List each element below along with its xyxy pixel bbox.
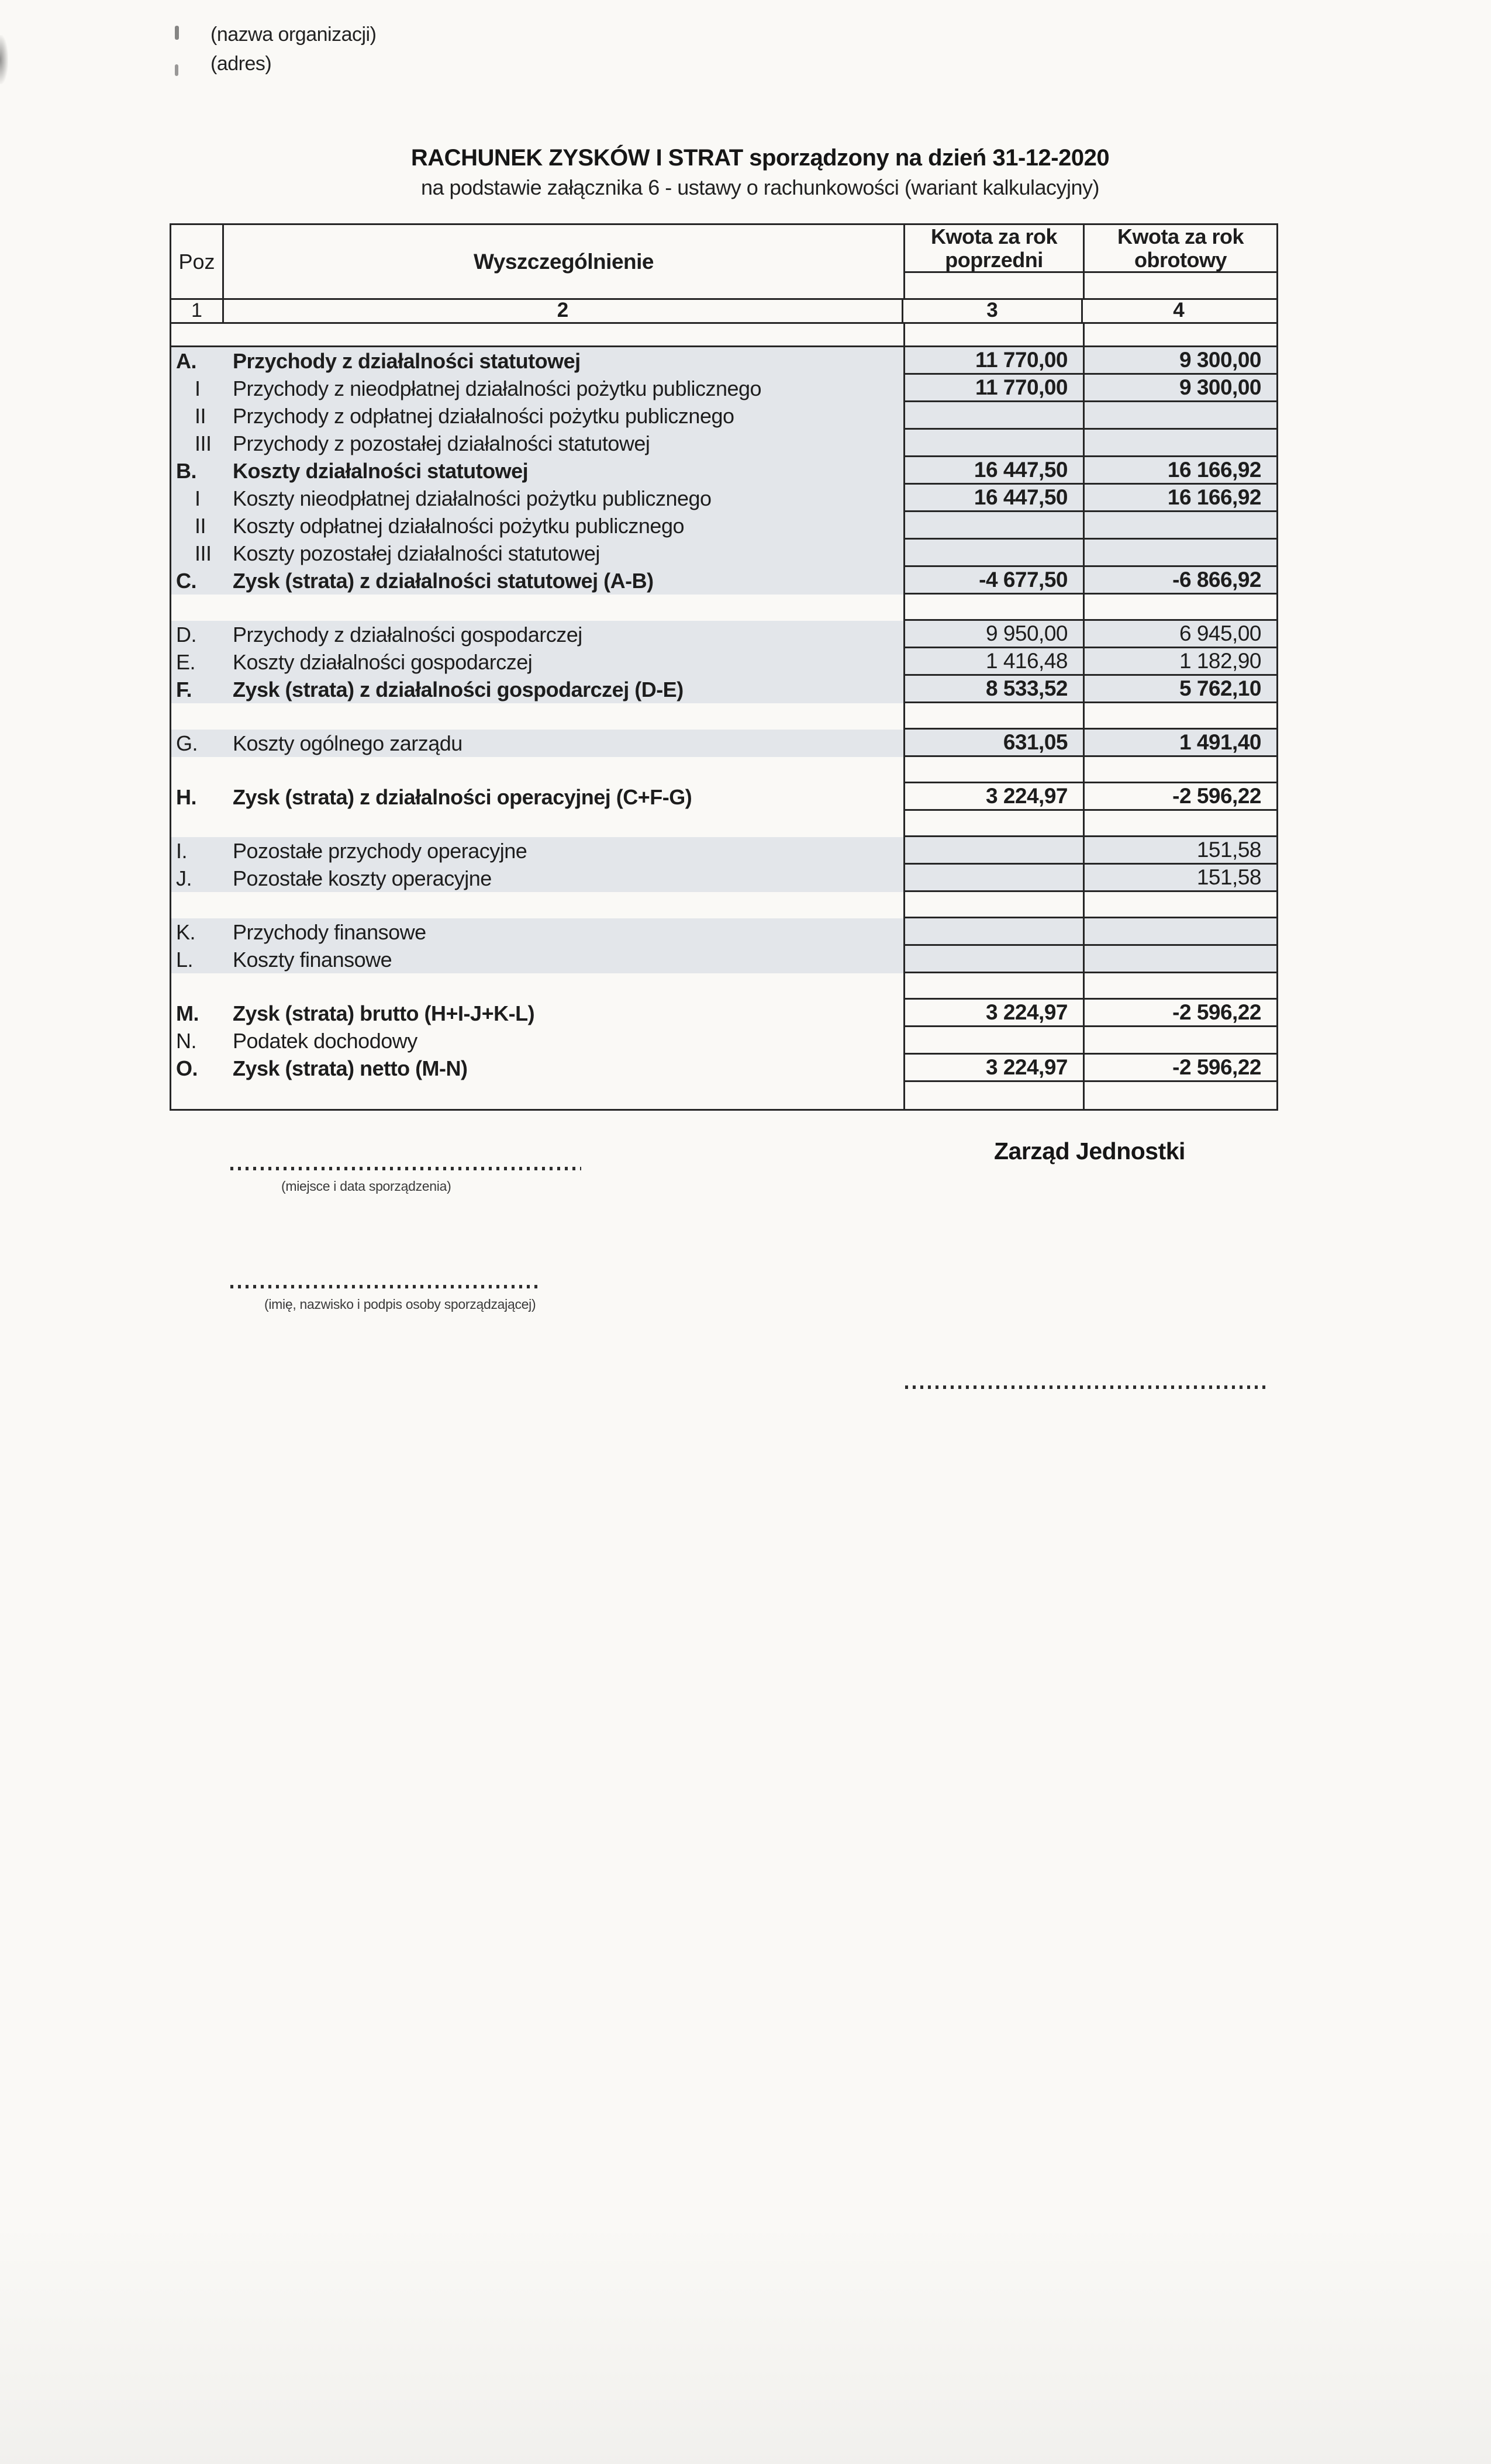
header-prev-year-column (903, 225, 1083, 298)
header-wyszczegolnienie: Wyszczególnienie (474, 249, 654, 274)
row-value-curr-year: 5 762,10 (1083, 676, 1276, 703)
row-value-prev-year (903, 865, 1083, 892)
row-value-curr-year: -2 596,22 (1083, 1055, 1276, 1082)
row-label: Przychody z działalności statutowej (233, 348, 581, 373)
row-poz: III (195, 431, 212, 455)
table-row (171, 457, 1276, 485)
row-value-prev-year: 3 224,97 (903, 1055, 1083, 1082)
table-spacer-row (171, 757, 1276, 783)
row-label: Przychody z działalności gospodarczej (233, 622, 582, 647)
header-prev-line1: Kwota za rok (930, 224, 1058, 248)
row-value-curr-year (1083, 1082, 1276, 1109)
row-value-prev-year (903, 1027, 1083, 1055)
table-row (171, 946, 1276, 973)
row-value-curr-year: 1 182,90 (1083, 648, 1276, 676)
row-value-curr-year: -2 596,22 (1083, 783, 1276, 811)
row-value-curr-year (1083, 1027, 1276, 1055)
row-label-cell (171, 430, 903, 457)
row-poz: H. (176, 785, 196, 809)
row-value-prev-year: 631,05 (903, 730, 1083, 757)
row-value-prev-year: -4 677,50 (903, 567, 1083, 595)
scan-smudge-artifact (0, 35, 8, 84)
row-label-cell (171, 730, 903, 757)
table-row (171, 648, 1276, 676)
row-label-cell (171, 1082, 903, 1109)
row-value-curr-year: -6 866,92 (1083, 567, 1276, 595)
table-spacer-row (171, 973, 1276, 1000)
row-label: Przychody z odpłatnej działalności pożytku publicznego (233, 403, 734, 428)
header-curr-line2: obrotowy (1134, 247, 1227, 272)
table-row (171, 621, 1276, 648)
row-label-cell (171, 892, 903, 918)
column-number-row (171, 300, 1276, 324)
row-value-curr-year (1083, 918, 1276, 946)
row-value-curr-year (1083, 595, 1276, 621)
row-label-cell (171, 757, 903, 783)
row-value-curr-year: 9 300,00 (1083, 375, 1276, 402)
row-value-prev-year (903, 918, 1083, 946)
header-curr-line1: Kwota za rok (1117, 224, 1244, 248)
org-header (210, 20, 376, 78)
row-label: Zysk (strata) z działalności statutowej (A-B) (233, 568, 654, 593)
row-poz: F. (176, 677, 192, 701)
row-label-cell (171, 512, 903, 540)
table-row (171, 402, 1276, 430)
row-value-curr-year (1083, 402, 1276, 430)
header-prev-line2: poprzedni (945, 247, 1043, 272)
row-value-prev-year (903, 703, 1083, 730)
row-value-curr-year: 6 945,00 (1083, 621, 1276, 648)
row-label: Koszty ogólnego zarządu (233, 731, 463, 755)
row-label-cell (171, 811, 903, 837)
header-curr-year (1085, 225, 1276, 273)
row-poz: I (195, 376, 201, 400)
table-row (171, 347, 1276, 375)
row-value-prev-year: 3 224,97 (903, 1000, 1083, 1027)
row-poz: II (195, 513, 206, 538)
table-row (171, 567, 1276, 595)
row-label-cell (171, 485, 903, 512)
table-row (171, 430, 1276, 457)
row-label-cell (171, 676, 903, 703)
row-poz: K. (176, 920, 196, 944)
row-label-cell (171, 865, 903, 892)
row-label-cell (171, 567, 903, 595)
row-label-cell (171, 1055, 903, 1082)
org-name-placeholder: (nazwa organizacji) (210, 23, 377, 46)
row-value-prev-year (903, 430, 1083, 457)
table-row (171, 837, 1276, 865)
row-poz: B. (176, 458, 196, 483)
column-number-2: 2 (557, 299, 569, 322)
row-label-cell (171, 918, 903, 946)
row-label: Podatek dochodowy (233, 1028, 417, 1053)
table-row (171, 512, 1276, 540)
header-poz: Poz (171, 225, 224, 298)
table-row (171, 918, 1276, 946)
table-row (171, 1055, 1276, 1082)
row-label: Zysk (strata) netto (M-N) (233, 1056, 468, 1080)
row-poz: III (195, 541, 212, 565)
row-value-curr-year: -2 596,22 (1083, 1000, 1276, 1027)
row-value-curr-year: 16 166,92 (1083, 485, 1276, 512)
row-value-curr-year (1083, 703, 1276, 730)
row-label-cell (171, 946, 903, 973)
row-value-curr-year (1083, 892, 1276, 918)
column-number-1: 1 (171, 300, 224, 322)
row-label: Koszty działalności gospodarczej (233, 649, 533, 674)
row-label-cell (171, 324, 903, 347)
scan-speck-artifact (175, 64, 178, 76)
row-label: Zysk (strata) z działalności operacyjnej (C+F-G) (233, 785, 692, 809)
table-spacer-row (171, 1082, 1276, 1109)
row-value-prev-year (903, 324, 1083, 347)
row-value-prev-year (903, 757, 1083, 783)
table-spacer-row (171, 892, 1276, 918)
header-left (171, 225, 903, 298)
row-label-cell (171, 973, 903, 1000)
row-poz: D. (176, 622, 196, 647)
row-value-prev-year (903, 811, 1083, 837)
row-label: Pozostałe koszty operacyjne (233, 866, 492, 890)
row-label-cell (171, 1000, 903, 1027)
board-signature-label: Zarząd Jednostki (994, 1138, 1185, 1164)
column-number-3: 3 (902, 300, 1081, 322)
row-value-curr-year: 151,58 (1083, 865, 1276, 892)
row-value-curr-year (1083, 973, 1276, 1000)
row-label: Przychody finansowe (233, 920, 426, 944)
row-value-prev-year: 8 533,52 (903, 676, 1083, 703)
org-address-placeholder: (adres) (210, 53, 272, 75)
row-value-curr-year (1083, 757, 1276, 783)
row-value-prev-year (903, 1082, 1083, 1109)
row-value-curr-year (1083, 430, 1276, 457)
table-body (171, 324, 1276, 1109)
row-label-cell (171, 595, 903, 621)
table-header-row (171, 225, 1276, 300)
row-poz: G. (176, 731, 198, 755)
table-row (171, 1000, 1276, 1027)
row-label: Koszty pozostałej działalności statutowej (233, 541, 600, 565)
row-value-prev-year: 16 447,50 (903, 485, 1083, 512)
row-value-curr-year (1083, 811, 1276, 837)
row-value-prev-year: 11 770,00 (903, 347, 1083, 375)
table-row (171, 375, 1276, 402)
row-poz: N. (176, 1028, 196, 1053)
row-value-prev-year (903, 837, 1083, 865)
row-label: Pozostałe przychody operacyjne (233, 838, 527, 863)
row-poz: E. (176, 649, 196, 674)
place-date-caption: (miejsce i data sporządzenia) (281, 1179, 451, 1194)
table-row (171, 485, 1276, 512)
row-label-cell (171, 457, 903, 485)
row-poz: A. (176, 348, 196, 373)
row-label: Koszty nieodpłatnej działalności pożytku publicznego (233, 486, 712, 510)
table-row (171, 865, 1276, 892)
row-poz: O. (176, 1056, 198, 1080)
row-label: Koszty finansowe (233, 947, 392, 972)
signature-dotted-line-place-date (230, 1167, 581, 1170)
row-value-prev-year (903, 973, 1083, 1000)
table-row (171, 730, 1276, 757)
row-value-prev-year: 3 224,97 (903, 783, 1083, 811)
row-label-cell (171, 648, 903, 676)
row-poz: L. (176, 947, 194, 972)
row-poz: J. (176, 866, 192, 890)
preparer-caption: (imię, nazwisko i podpis osoby sporządzającej) (264, 1297, 536, 1312)
document-title: RACHUNEK ZYSKÓW I STRAT sporządzony na dzień 31-12-2020 (410, 145, 1110, 171)
row-value-curr-year (1083, 540, 1276, 567)
row-value-curr-year: 9 300,00 (1083, 347, 1276, 375)
row-poz: I. (176, 838, 188, 863)
row-label-cell (171, 783, 903, 811)
row-label-cell (171, 703, 903, 730)
row-label-cell (171, 375, 903, 402)
row-value-prev-year (903, 512, 1083, 540)
row-value-prev-year (903, 946, 1083, 973)
row-label: Zysk (strata) brutto (H+I-J+K-L) (233, 1001, 535, 1025)
row-label-cell (171, 402, 903, 430)
header-curr-year-column (1083, 225, 1276, 298)
row-value-curr-year: 16 166,92 (1083, 457, 1276, 485)
row-value-curr-year: 151,58 (1083, 837, 1276, 865)
row-value-curr-year (1083, 946, 1276, 973)
row-value-prev-year: 9 950,00 (903, 621, 1083, 648)
row-poz: II (195, 403, 206, 428)
scan-speck-artifact (175, 26, 179, 40)
document-subtitle: na podstawie załącznika 6 - ustawy o rachunkowości (wariant kalkulacyjny) (420, 175, 1100, 199)
header-curr-subcell (1085, 273, 1276, 298)
table-spacer-row (171, 324, 1276, 347)
row-value-prev-year (903, 540, 1083, 567)
row-value-prev-year (903, 892, 1083, 918)
row-label-cell (171, 347, 903, 375)
header-prev-subcell (905, 273, 1083, 298)
row-label: Koszty działalności statutowej (233, 458, 529, 483)
row-poz: M. (176, 1001, 199, 1025)
row-label: Przychody z nieodpłatnej działalności pożytku publicznego (233, 376, 762, 400)
row-poz: I (195, 486, 201, 510)
signature-dotted-line-board (905, 1385, 1268, 1389)
table-row (171, 1027, 1276, 1055)
row-value-curr-year: 1 491,40 (1083, 730, 1276, 757)
table-spacer-row (171, 703, 1276, 730)
row-label: Koszty odpłatnej działalności pożytku publicznego (233, 513, 684, 538)
row-value-prev-year (903, 402, 1083, 430)
table-spacer-row (171, 595, 1276, 621)
row-label-cell (171, 621, 903, 648)
row-label-cell (171, 540, 903, 567)
table-spacer-row (171, 811, 1276, 837)
header-prev-year (905, 225, 1083, 273)
row-value-prev-year (903, 595, 1083, 621)
row-label-cell (171, 837, 903, 865)
row-value-prev-year: 11 770,00 (903, 375, 1083, 402)
profit-loss-table (170, 223, 1278, 1111)
table-row (171, 783, 1276, 811)
row-value-prev-year: 1 416,48 (903, 648, 1083, 676)
row-label: Przychody z pozostałej działalności statutowej (233, 431, 650, 455)
column-number-4: 4 (1081, 300, 1275, 322)
row-value-curr-year (1083, 512, 1276, 540)
row-label-cell (171, 1027, 903, 1055)
table-row (171, 540, 1276, 567)
table-row (171, 676, 1276, 703)
row-poz: C. (176, 568, 196, 593)
row-label: Zysk (strata) z działalności gospodarczej (D-E) (233, 677, 684, 701)
signature-dotted-line-preparer (230, 1285, 537, 1288)
row-value-prev-year: 16 447,50 (903, 457, 1083, 485)
row-value-curr-year (1083, 324, 1276, 347)
